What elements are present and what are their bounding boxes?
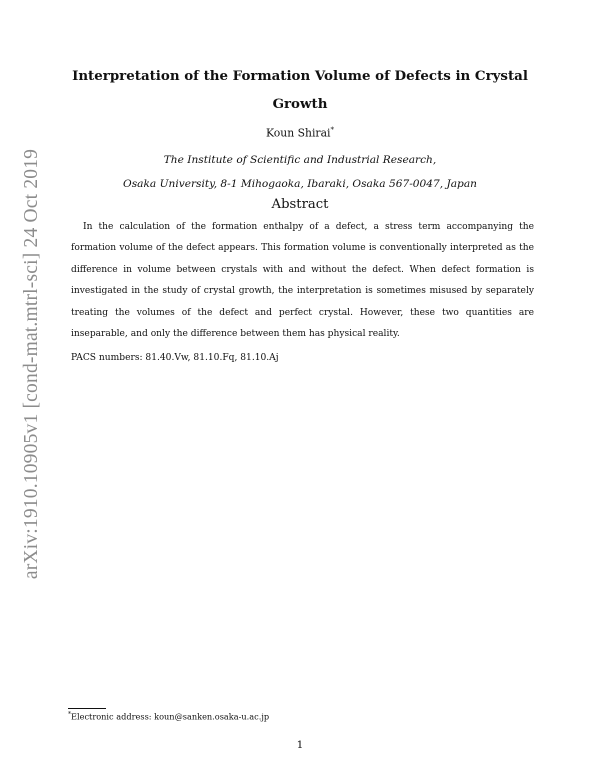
author-line xyxy=(0,126,600,140)
footnote xyxy=(68,711,269,722)
affiliation-line-1: The Institute of Scientific and Industrial Research, xyxy=(163,154,437,166)
page-number: 1 xyxy=(296,739,304,751)
footnote-mark: * xyxy=(68,711,71,718)
abstract-text: In the calculation of the formation enthalpy of a defect, a stress term accompanying the formation volume of the defect appears. This formation volume is conventionally interpreted as the difference in volume between crystals with and without the defect. When defect formation is investigated in the study of crystal growth, the interpretation is sometimes misused by separately treating the volumes of the defect and perfect crystal. However, these two quantities are inseparable, and only the difference between them has physical reality. xyxy=(71,222,534,340)
affiliation-line-2: Osaka University, 8-1 Mihogaoka, Ibaraki, Osaka 567-0047, Japan xyxy=(123,178,477,190)
author-name: Koun Shirai xyxy=(266,126,331,140)
abstract-heading: Abstract xyxy=(271,197,329,212)
arxiv-stamp xyxy=(22,150,42,578)
affiliation xyxy=(0,148,600,196)
author-footnote-mark: * xyxy=(330,126,334,134)
footnote-rule xyxy=(68,708,106,709)
footnote-text: Electronic address: koun@sanken.osaka-u.ac.jp xyxy=(71,711,270,722)
pacs-numbers: PACS numbers: 81.40.Vw, 81.10.Fq, 81.10.Aj xyxy=(71,353,279,363)
arxiv-stamp-text: arXiv:1910.10905v1 [cond-mat.mtrl-sci] 24 Oct 2019 xyxy=(21,148,42,580)
paper-title: Interpretation of the Formation Volume of Defects in Crystal Growth xyxy=(72,68,528,112)
